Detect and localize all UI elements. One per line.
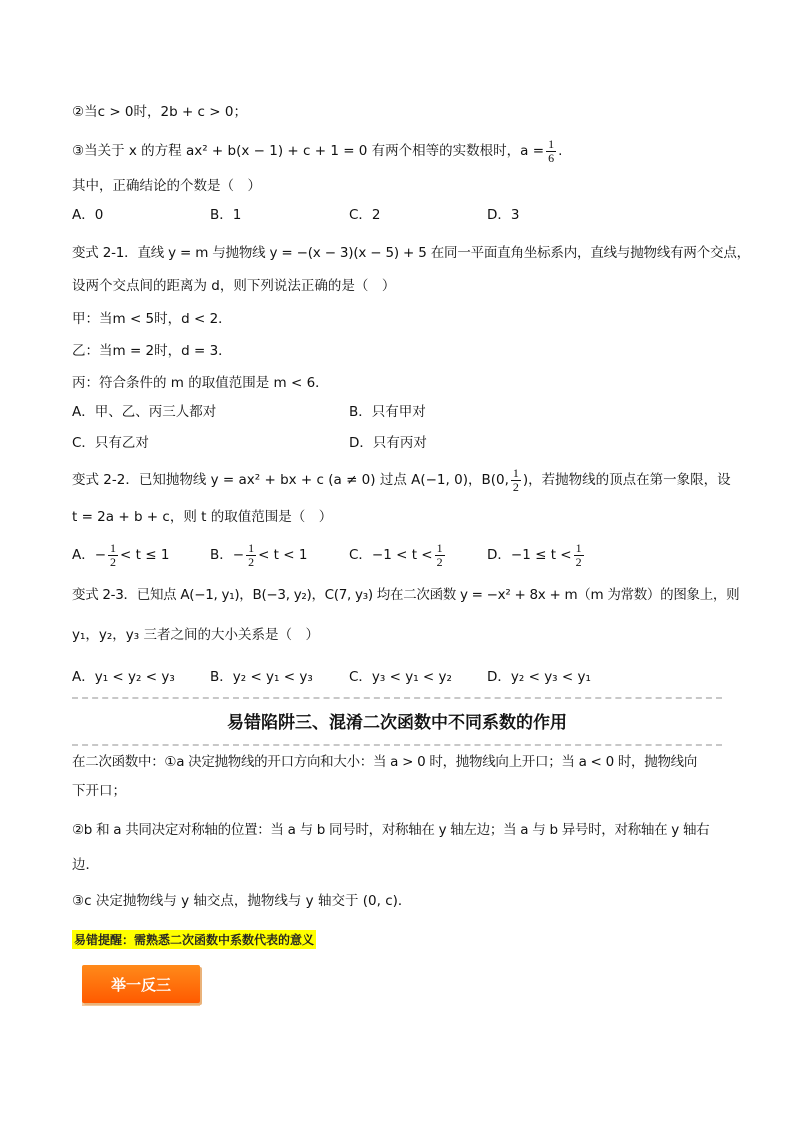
variant-2-3-line2: y₁，y₂，y₃ 三者之间的大小关系是（ ）: [72, 627, 319, 643]
section-paragraph-3: ③c 决定抛物线与 y 轴交点，抛物线与 y 轴交于 (0, c)．: [72, 893, 412, 909]
fraction: [574, 542, 584, 569]
option-a-prefix: A．−: [72, 547, 107, 563]
statement-2: ②当c > 0时，2b + c > 0；: [72, 104, 247, 120]
fraction: [546, 138, 556, 165]
practice-badge: [82, 965, 200, 1003]
option-c: C．y₃ < y₁ < y₂: [349, 669, 452, 685]
variant-2-1-line2: 设两个交点间的距离为 d，则下列说法正确的是（ ）: [72, 278, 396, 294]
statement-jia: 甲：当m < 5时，d < 2．: [72, 311, 232, 327]
practice-badge-label: 举一反三: [110, 975, 171, 994]
fraction-numerator: 1: [575, 540, 582, 555]
variant-2-2-text: 变式 2-2．已知抛物线 y = ax² + bx + c (a ≠ 0) 过点 A(−1, 0)，B(0,: [72, 472, 509, 488]
option-c: C．只有乙对: [72, 435, 149, 451]
statement-yi: 乙：当m = 2时，d = 3．: [72, 343, 232, 359]
fraction-numerator: 1: [248, 540, 255, 555]
option-a-suffix: < t ≤ 1: [120, 547, 170, 563]
fraction-denominator: 6: [548, 150, 555, 165]
fraction-denominator: 2: [575, 554, 582, 569]
option-d: D．y₂ < y₃ < y₁: [487, 669, 591, 685]
variant-2-2-text-end: )，若抛物线的顶点在第一象限，设: [522, 472, 731, 488]
fraction-denominator: 2: [248, 554, 255, 569]
section-paragraph-1: 在二次函数中：①a 决定抛物线的开口方向和大小：当 a > 0 时，抛物线向上开口；当 a < 0 时，抛物线向: [72, 754, 698, 770]
statement-3: [72, 134, 562, 168]
option-b: B．只有甲对: [349, 404, 426, 420]
option-b-suffix: < t < 1: [258, 547, 308, 563]
statement-bing: 丙：符合条件的 m 的取值范围是 m < 6．: [72, 375, 329, 391]
option-d: D．3: [487, 207, 520, 223]
fraction-denominator: 2: [110, 554, 117, 569]
section-title: 易错陷阱三、混淆二次函数中不同系数的作用: [227, 713, 567, 733]
statement-3-text: ③当关于 x 的方程 ax² + b(x − 1) + c + 1 = 0 有两个相等的实数根时，a =: [72, 143, 545, 159]
option-a: A．y₁ < y₂ < y₃: [72, 669, 175, 685]
section-divider-top: [72, 697, 722, 699]
section-paragraph-2: ②b 和 a 共同决定对称轴的位置：当 a 与 b 同号时，对称轴在 y 轴左边；当 a 与 b 异号时，对称轴在 y 轴右: [72, 822, 710, 838]
variant-2-2-line2: t = 2a + b + c，则 t 的取值范围是（ ）: [72, 509, 333, 525]
fraction: [108, 542, 118, 569]
fraction: [511, 467, 521, 494]
fraction-numerator: 1: [512, 465, 519, 480]
fraction-numerator: 1: [548, 136, 555, 151]
option-d: D．只有丙对: [349, 435, 427, 451]
option-a: A．0: [72, 207, 104, 223]
section-paragraph-1-cont: 下开口；: [72, 783, 126, 799]
fraction-denominator: 2: [512, 479, 519, 494]
statement-3-end: .: [558, 143, 563, 159]
variant-2-3-line1: 变式 2-3．已知点 A(−1, y₁)，B(−3, y₂)，C(7, y₃) 均在二次函数 y = −x² + 8x + m（m 为常数）的图象上，则: [72, 587, 740, 603]
fraction: [435, 542, 445, 569]
question-prompt: 其中，正确结论的个数是（ ）: [72, 178, 261, 194]
option-a: A．甲、乙、丙三人都对: [72, 404, 217, 420]
option-d-prefix: D．−1 ≤ t <: [487, 547, 572, 563]
option-b: [210, 538, 307, 572]
option-c: [349, 538, 447, 572]
option-c: C．2: [349, 207, 381, 223]
option-b-prefix: B．−: [210, 547, 245, 563]
variant-2-1-line1: 变式 2-1．直线 y = m 与抛物线 y = −(x − 3)(x − 5) + 5 在同一平面直角坐标系内，直线与抛物线有两个交点，: [72, 245, 750, 261]
option-c-prefix: C．−1 < t <: [349, 547, 433, 563]
section-paragraph-2-cont: 边．: [72, 857, 99, 873]
fraction: [246, 542, 256, 569]
variant-2-2-line1: [72, 462, 731, 498]
section-divider-bottom: [72, 744, 722, 746]
option-d: [487, 538, 586, 572]
option-a: [72, 538, 169, 572]
fraction-numerator: 1: [436, 540, 443, 555]
mistake-tip: 易错提醒：需熟悉二次函数中系数代表的意义: [72, 930, 316, 949]
option-b: B．y₂ < y₁ < y₃: [210, 669, 313, 685]
fraction-numerator: 1: [110, 540, 117, 555]
option-b: B．1: [210, 207, 242, 223]
fraction-denominator: 2: [436, 554, 443, 569]
